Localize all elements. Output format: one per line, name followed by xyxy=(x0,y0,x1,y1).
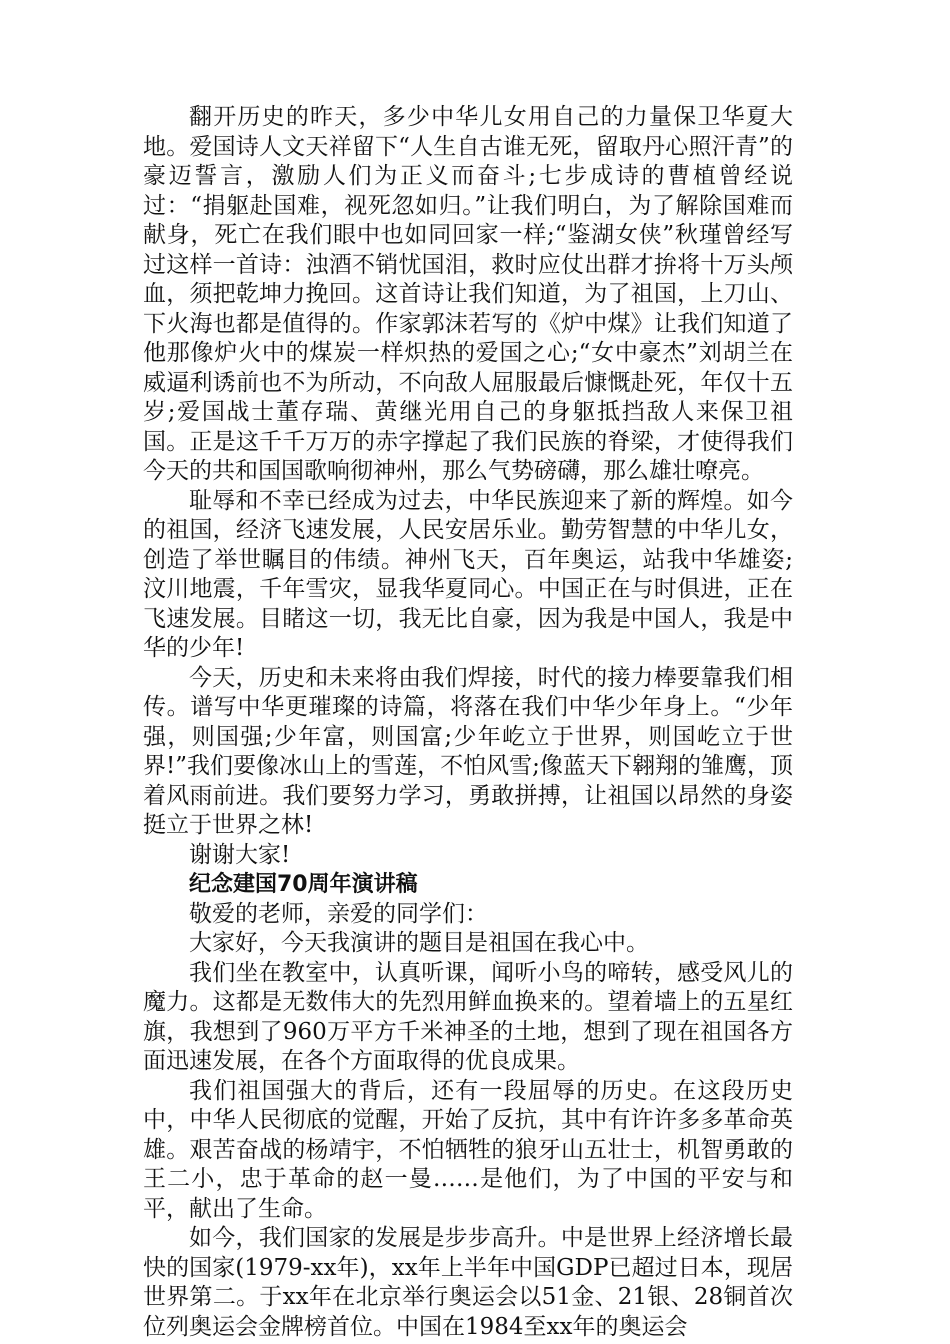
paragraph-thanks: 谢谢大家! xyxy=(189,841,291,868)
speech-heading: 纪念建国70周年演讲稿 xyxy=(189,872,418,897)
paragraph-greeting: 敬爱的老师，亲爱的同学们： xyxy=(189,900,488,927)
paragraph-glory: 耻辱和不幸已经成为过去，中华民族迎来了新的辉煌。如今的祖国，经济飞速发展，人民安居乐业。勤劳智慧的中华儿女，创造了举世瞩目的伟绩。神州飞天，百年奥运，站我中华雄姿;汶川地震，千年雪灾，显我华夏同心。中国正在与时俱进，正在飞速发展。目睹这一切，我无比自豪，因为我是中国人，我是中华的少年! xyxy=(143,487,793,661)
paragraph-heroes: 我们祖国强大的背后，还有一段屈辱的历史。在这段历史中，中华人民彻底的觉醒，开始了反抗，其中有许许多多革命英雄。艰苦奋战的杨靖宇，不怕牺牲的狼牙山五壮士，机智勇敢的王二小，忠于革命的赵一曼……是他们，为了中国的平安与和平，献出了生命。 xyxy=(143,1077,793,1222)
paragraph-intro: 大家好，今天我演讲的题目是祖国在我心中。 xyxy=(189,930,649,956)
paragraph-development: 如今，我们国家的发展是步步高升。中是世界上经济增长最快的国家(1979-xx年)，xx年上半年中国GDP已超过日本，现居世界第二。于xx年在北京举行奥运会以51金、21银、28铜首次位列奥运会金牌榜首位。中国在1984至xx年的奥运会 xyxy=(143,1225,793,1340)
document-page xyxy=(143,103,793,1342)
paragraph-future: 今天，历史和未来将由我们焊接，时代的接力棒要靠我们相传。谱写中华更璀璨的诗篇，将落在我们中华少年身上。“少年强，则国强;少年富，则国富;少年屹立于世界，则国屹立于世界!”我们要像冰山上的雪莲，不怕风雪;像蓝天下翱翔的雏鹰，顶着风雨前进。我们要努力学习，勇敢拼搏，让祖国以昂然的身姿挺立于世界之林! xyxy=(143,664,793,838)
paragraph-history: 翻开历史的昨天，多少中华儿女用自己的力量保卫华夏大地。爱国诗人文天祥留下“人生自古谁无死，留取丹心照汗青”的豪迈誓言，激励人们为正义而奋斗;七步成诗的曹植曾经说过：“捐躯赴国难，视死忽如归。”让我们明白，为了解除国难而献身，死亡在我们眼中也如同回家一样;“鉴湖女侠”秋瑾曾经写过这样一首诗：浊酒不销忧国泪，救时应仗出群才拚将十万头颅血，须把乾坤力挽回。这首诗让我们知道，为了祖国，上刀山、下火海也都是值得的。作家郭沫若写的《炉中煤》让我们知道了他那像炉火中的煤炭一样炽热的爱国之心;“女中豪杰”刘胡兰在威逼利诱前也不为所动，不向敌人屈服最后慷慨赴死，年仅十五岁;爱国战士董存瑞、黄继光用自己的身躯抵挡敌人来保卫祖国。正是这千千万万的赤字撑起了我们民族的脊梁，才使得我们今天的共和国国歌响彻神州，那么气势磅礴，那么雄壮嘹亮。 xyxy=(143,104,793,484)
paragraph-classroom: 我们坐在教室中，认真听课，闻听小鸟的啼转，感受风儿的魔力。这都是无数伟大的先烈用鲜血换来的。望着墙上的五星红旗，我想到了960万平方千米神圣的土地，想到了现在祖国各方面迅速发展，在各个方面取得的优良成果。 xyxy=(143,959,793,1074)
